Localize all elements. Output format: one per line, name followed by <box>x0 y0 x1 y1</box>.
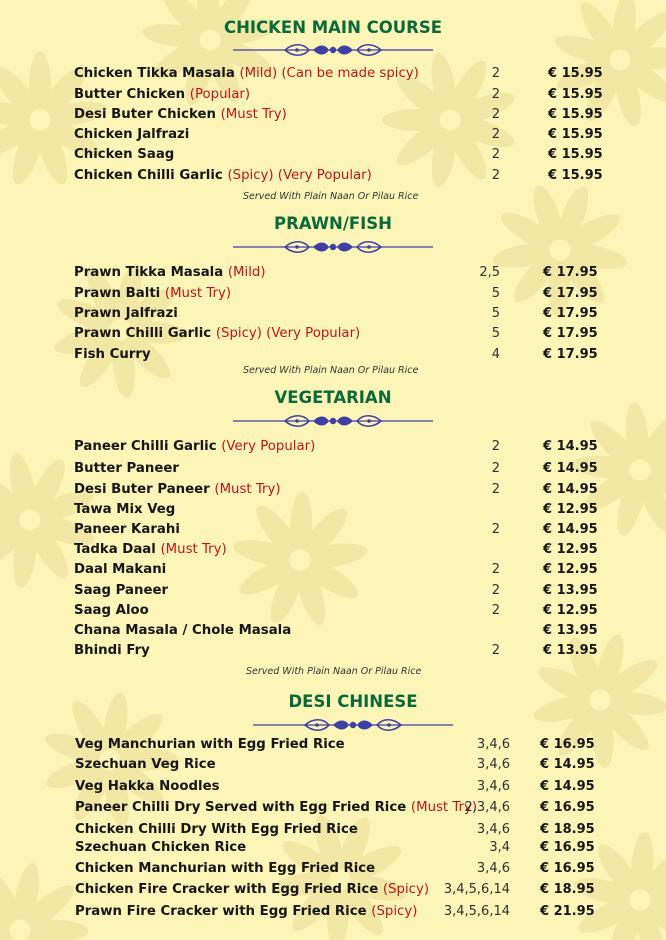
allergen-codes: 2 <box>491 66 500 81</box>
allergen-codes: 5 <box>491 286 500 301</box>
menu-item-note: (Spicy) <box>382 882 430 897</box>
menu-item-title: Chicken Chilli Dry With Egg Fried Rice <box>75 822 358 837</box>
menu-item-note: (Popular) <box>189 87 251 102</box>
menu-item-note: (Must Try) <box>220 107 287 122</box>
menu-item-name <box>74 623 291 638</box>
menu-item-price: € 14.95 <box>543 439 598 454</box>
allergen-codes: 2 <box>491 87 500 102</box>
menu-item-row <box>74 623 634 643</box>
allergen-codes: 2 <box>491 522 500 537</box>
menu-item-price: € 14.95 <box>543 482 598 497</box>
menu-item-row <box>74 562 634 582</box>
menu-item-price: € 16.95 <box>540 737 595 752</box>
allergen-codes: 2 <box>491 643 500 658</box>
ornamental-divider-icon <box>233 414 433 428</box>
allergen-codes: 2 <box>491 603 500 618</box>
menu-item-note: (Mild) <box>227 265 266 280</box>
menu-item-price: € 17.95 <box>543 347 598 362</box>
menu-item-price: € 16.95 <box>540 861 595 876</box>
menu-item-price: € 21.95 <box>540 904 595 919</box>
allergen-codes: 2 <box>491 583 500 598</box>
menu-item-row <box>74 542 634 562</box>
menu-item-row <box>75 779 635 799</box>
menu-item-title: Butter Paneer <box>74 461 179 476</box>
menu-item-title: Chicken Fire Cracker with Egg Fried Rice <box>75 882 379 897</box>
menu-item-row <box>74 439 634 459</box>
menu-item-price: € 17.95 <box>543 306 598 321</box>
menu-item-row <box>74 107 634 127</box>
allergen-codes: 3,4 <box>489 840 510 855</box>
menu-item-name <box>74 347 151 362</box>
menu-item-price: € 12.95 <box>543 542 598 557</box>
menu-item-row <box>74 347 634 367</box>
menu-item-name <box>74 603 149 618</box>
menu-item-row <box>74 461 634 481</box>
menu-item-price: € 17.95 <box>543 286 598 301</box>
menu-item-title: Butter Chicken <box>74 87 186 102</box>
menu-item-title: Desi Buter Chicken <box>74 107 216 122</box>
menu-item-name <box>74 127 189 142</box>
menu-item-note: (Must Try) <box>214 482 281 497</box>
menu-item-row <box>74 127 634 147</box>
menu-item-title: Saag Aloo <box>74 603 149 618</box>
menu-item-title: Daal Makani <box>74 562 167 577</box>
menu-item-note: (Mild) (Can be made spicy) <box>239 66 419 81</box>
menu-item-price: € 15.95 <box>548 147 603 162</box>
menu-item-price: € 12.95 <box>543 562 598 577</box>
menu-item-price: € 12.95 <box>543 603 598 618</box>
allergen-codes: 2 <box>491 147 500 162</box>
menu-item-note: (Must Try) <box>410 800 478 815</box>
ornamental-divider-icon <box>253 718 453 732</box>
allergen-codes: 5 <box>491 306 500 321</box>
menu-item-price: € 13.95 <box>543 623 598 638</box>
menu-item-title: Veg Hakka Noodles <box>75 779 220 794</box>
menu-item-name <box>74 168 372 183</box>
menu-item-title: Paneer Chilli Dry Served with Egg Fried Rice <box>75 800 407 815</box>
menu-item-price: € 15.95 <box>548 87 603 102</box>
menu-item-name <box>74 562 166 577</box>
menu-item-note: (Spicy) <box>371 904 418 919</box>
menu-item-title: Prawn Balti <box>74 286 161 301</box>
menu-item-name <box>74 265 266 280</box>
menu-item-title: Chicken Tikka Masala <box>74 66 235 81</box>
menu-item-name <box>74 522 180 537</box>
menu-item-title: Prawn Chilli Garlic <box>74 326 212 341</box>
menu-item-title: Veg Manchurian with Egg Fried Rice <box>75 737 345 752</box>
menu-item-title: Tawa Mix Veg <box>74 502 176 517</box>
allergen-codes: 2 <box>491 439 500 454</box>
menu-item-name <box>75 800 477 815</box>
menu-item-name <box>74 107 287 122</box>
menu-item-title: Chicken Manchurian with Egg Fried Rice <box>75 861 376 876</box>
allergen-codes: 2 <box>491 127 500 142</box>
menu-item-title: Tadka Daal <box>74 542 156 557</box>
allergen-codes: 2,5 <box>479 265 500 280</box>
menu-item-row <box>75 757 635 777</box>
menu-item-row <box>74 147 634 167</box>
menu-item-note: (Spicy) (Very Popular) <box>215 326 361 341</box>
allergen-codes: 3,4,5,6,14 <box>443 882 510 897</box>
menu-item-note: (Must Try) <box>164 286 232 301</box>
menu-item-title: Paneer Karahi <box>74 522 180 537</box>
menu-item-price: € 13.95 <box>543 583 598 598</box>
menu-item-name <box>75 882 429 897</box>
menu-item-name <box>74 306 178 321</box>
menu-item-row <box>74 265 634 285</box>
menu-item-price: € 18.95 <box>540 822 595 837</box>
allergen-codes: 3,4,6 <box>476 861 510 876</box>
menu-item-row <box>75 800 635 820</box>
menu-item-title: Bhindi Fry <box>74 643 150 658</box>
menu-item-row <box>75 861 635 881</box>
menu-item-row <box>75 904 635 924</box>
menu-item-name <box>74 482 281 497</box>
menu-item-price: € 15.95 <box>548 127 603 142</box>
menu-item-row <box>74 326 634 346</box>
menu-item-price: € 14.95 <box>540 757 595 772</box>
served-with-note: Served With Plain Naan Or Pilau Rice <box>243 191 419 202</box>
menu-item-row <box>74 603 634 623</box>
menu-item-row <box>74 168 634 188</box>
menu-item-row <box>74 502 634 522</box>
menu-item-title: Chicken Saag <box>74 147 175 162</box>
ornamental-divider-icon <box>233 240 433 254</box>
menu-item-row <box>75 840 635 860</box>
menu-item-title: Szechuan Chicken Rice <box>75 840 247 855</box>
menu-item-name <box>74 643 150 658</box>
menu-item-name <box>75 904 417 919</box>
menu-item-price: € 14.95 <box>543 461 598 476</box>
menu-item-title: Chicken Chilli Garlic <box>74 168 223 183</box>
menu-item-price: € 17.95 <box>543 265 598 280</box>
menu-item-name <box>74 502 175 517</box>
menu-item-row <box>75 737 635 757</box>
allergen-codes: 2,3,4,6 <box>464 800 510 815</box>
menu-item-title: Szechuan Veg Rice <box>75 757 216 772</box>
menu-item-name <box>74 87 250 102</box>
menu-item-price: € 14.95 <box>543 522 598 537</box>
menu-item-name <box>75 840 246 855</box>
allergen-codes: 2 <box>491 168 500 183</box>
allergen-codes: 3,4,6 <box>476 822 510 837</box>
menu-item-row <box>74 66 634 86</box>
allergen-codes: 2 <box>491 482 500 497</box>
menu-item-note: (Very Popular) <box>221 439 316 454</box>
menu-item-price: € 15.95 <box>548 107 603 122</box>
menu-item-note: (Spicy) (Very Popular) <box>227 168 372 183</box>
ornamental-divider-icon <box>233 43 433 57</box>
menu-item-title: Chicken Jalfrazi <box>74 127 190 142</box>
menu-item-title: Desi Buter Paneer <box>74 482 210 497</box>
allergen-codes: 2 <box>491 107 500 122</box>
menu-item-title: Prawn Jalfrazi <box>74 306 178 321</box>
menu-item-note: (Must Try) <box>160 542 227 557</box>
menu-item-title: Prawn Fire Cracker with Egg Fried Rice <box>75 904 367 919</box>
menu-item-row <box>74 482 634 502</box>
menu-item-title: Prawn Tikka Masala <box>74 265 224 280</box>
menu-item-row <box>74 87 634 107</box>
section-title: VEGETARIAN <box>274 388 392 407</box>
menu-item-price: € 16.95 <box>540 800 595 815</box>
menu-item-row <box>75 882 635 902</box>
allergen-codes: 2 <box>491 562 500 577</box>
menu-item-price: € 15.95 <box>548 168 603 183</box>
section-title: CHICKEN MAIN COURSE <box>223 18 443 37</box>
menu-item-name <box>75 779 220 794</box>
menu-item-row <box>74 286 634 306</box>
menu-item-name <box>74 326 360 341</box>
menu-item-price: € 16.95 <box>540 840 595 855</box>
menu-item-price: € 12.95 <box>543 502 598 517</box>
menu-item-price: € 15.95 <box>548 66 603 81</box>
served-with-note: Served With Plain Naan Or Pilau Rice <box>243 365 419 376</box>
menu-item-name <box>74 542 227 557</box>
menu-item-title: Chana Masala / Chole Masala <box>74 623 292 638</box>
menu-item-name <box>74 583 168 598</box>
served-with-note: Served With Plain Naan Or Pilau Rice <box>246 666 422 677</box>
menu-item-row <box>74 643 634 663</box>
section-title: PRAWN/FISH <box>274 214 392 233</box>
allergen-codes: 3,4,6 <box>476 779 510 794</box>
menu-item-name <box>74 439 315 454</box>
allergen-codes: 3,4,5,6,14 <box>443 904 510 919</box>
menu-item-row <box>74 306 634 326</box>
menu-item-price: € 17.95 <box>543 326 598 341</box>
menu-item-price: € 13.95 <box>543 643 598 658</box>
menu-item-name <box>75 822 358 837</box>
menu-item-title: Saag Paneer <box>74 583 169 598</box>
allergen-codes: 3,4,6 <box>476 737 510 752</box>
menu-item-name <box>74 66 419 81</box>
menu-item-name <box>75 757 216 772</box>
menu-item-name <box>74 286 231 301</box>
menu-item-title: Fish Curry <box>74 347 151 362</box>
allergen-codes: 2 <box>491 461 500 476</box>
allergen-codes: 5 <box>491 326 500 341</box>
section-title: DESI CHINESE <box>288 692 418 711</box>
menu-item-name <box>75 861 375 876</box>
menu-item-row <box>75 822 635 842</box>
menu-item-name <box>74 147 174 162</box>
menu-item-row <box>74 583 634 603</box>
menu-item-title: Paneer Chilli Garlic <box>74 439 217 454</box>
allergen-codes: 4 <box>491 347 500 362</box>
menu-item-row <box>74 522 634 542</box>
menu-item-price: € 18.95 <box>540 882 595 897</box>
menu-item-name <box>74 461 179 476</box>
menu-item-name <box>75 737 345 752</box>
menu-item-price: € 14.95 <box>540 779 595 794</box>
allergen-codes: 3,4,6 <box>476 757 510 772</box>
